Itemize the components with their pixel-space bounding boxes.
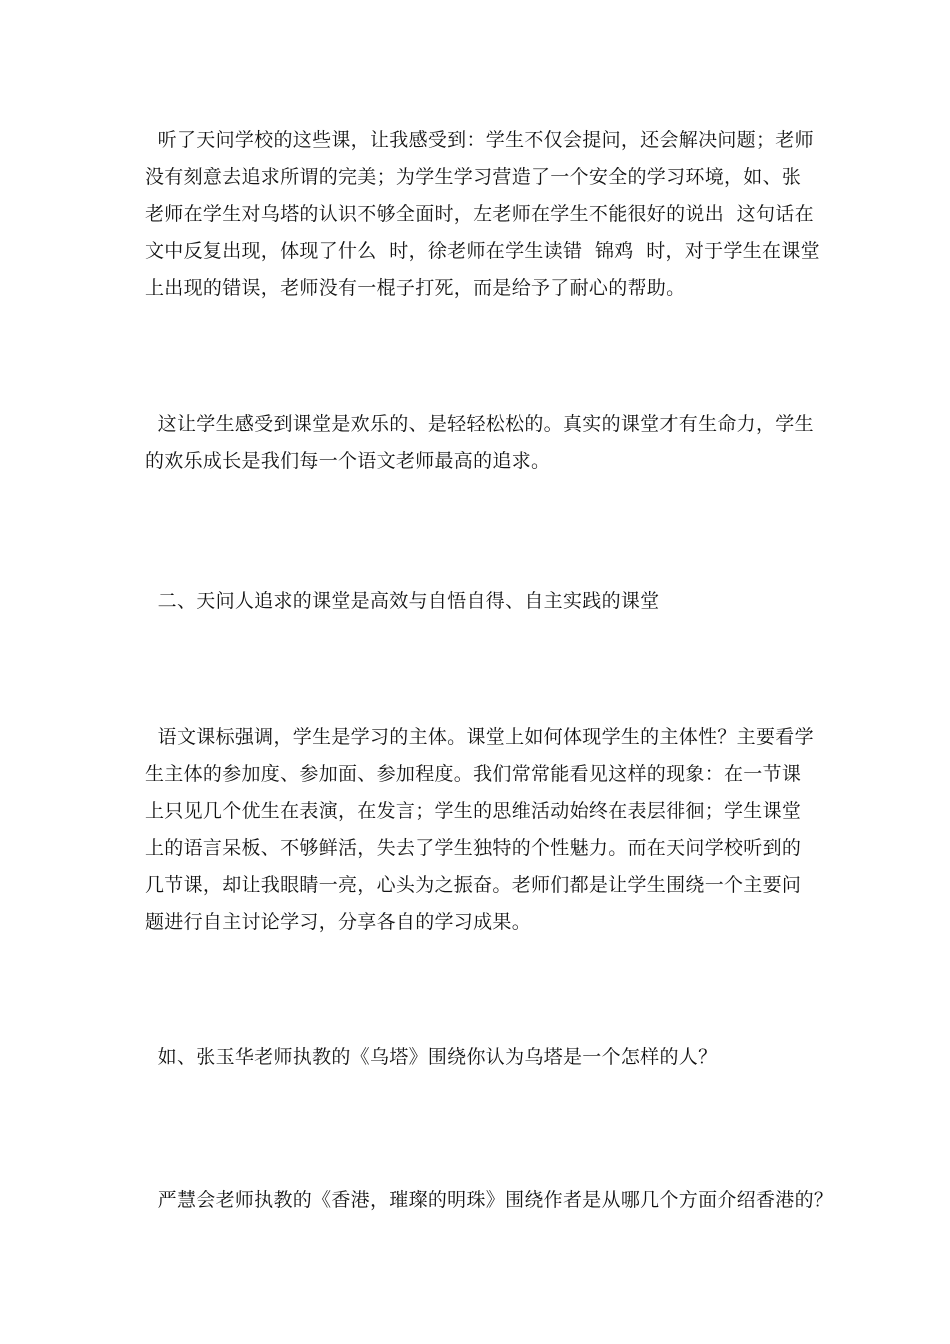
text-line: 严慧会老师执教的《香港，璀璨的明珠》围绕作者是从哪几个方面介绍香港的？: [145, 1189, 834, 1211]
text-line: 文中反复出现，体现了什么 时，徐老师在学生读错 锦鸡 时，对于学生在课堂: [145, 240, 820, 262]
text-line: 上只见几个优生在表演，在发言；学生的思维活动始终在表层徘徊；学生课堂: [145, 800, 802, 822]
text-line: 题进行自主讨论学习，分享各自的学习成果。: [145, 911, 532, 933]
text-line: 上出现的错误，老师没有一棍子打死，而是给予了耐心的帮助。: [145, 277, 686, 299]
paragraph-1: [145, 122, 820, 307]
text-line: 语文课标强调，学生是学习的主体。课堂上如何体现学生的主体性？主要看学: [145, 726, 814, 748]
text-line: 生主体的参加度、参加面、参加程度。我们常常能看见这样的现象：在一节课: [145, 763, 802, 785]
text-line: 这让学生感受到课堂是欢乐的、是轻轻松松的。真实的课堂才有生命力，学生: [145, 413, 814, 435]
text-line: 如、张玉华老师执教的《乌塔》围绕你认为乌塔是一个怎样的人？: [145, 1046, 718, 1068]
paragraph-4: [145, 1039, 810, 1076]
text-line: 没有刻意去追求所谓的完美；为学生学习营造了一个安全的学习环境，如、张: [145, 166, 802, 188]
text-line: 几节课，却让我眼睛一亮，心头为之振奋。老师们都是让学生围绕一个主要问: [145, 874, 802, 896]
text-line: 听了天问学校的这些课，让我感受到：学生不仅会提问，还会解决问题；老师: [145, 129, 814, 151]
paragraph-5: [145, 1182, 834, 1219]
section-heading: [145, 583, 810, 620]
text-line: 二、天问人追求的课堂是高效与自悟自得、自主实践的课堂: [145, 590, 660, 612]
paragraph-3: [145, 719, 814, 941]
paragraph-2: [145, 406, 814, 480]
text-line: 老师在学生对乌塔的认识不够全面时，左老师在学生不能很好的说出 这句话在: [145, 203, 814, 225]
text-line: 上的语言呆板、不够鲜活，失去了学生独特的个性魅力。而在天问学校听到的: [145, 837, 802, 859]
text-line: 的欢乐成长是我们每一个语文老师最高的追求。: [145, 450, 551, 472]
